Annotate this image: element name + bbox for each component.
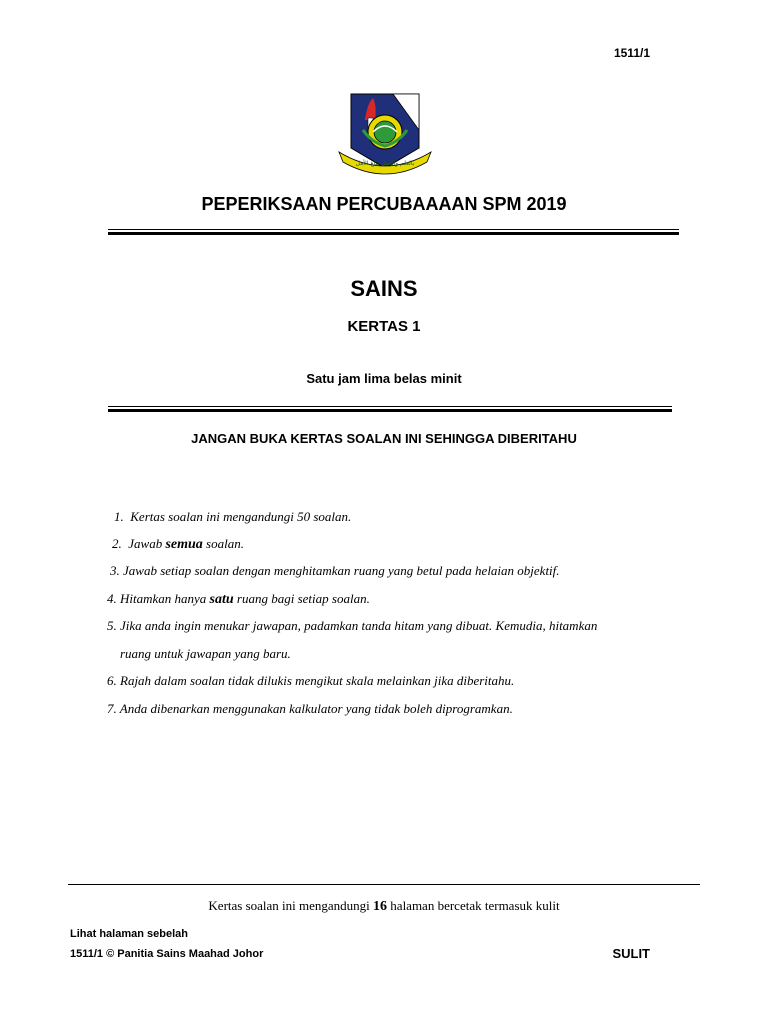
instruction-item-continuation bbox=[120, 646, 291, 662]
subject-title: SAINS bbox=[350, 276, 418, 301]
instruction-number: 3. bbox=[110, 563, 120, 578]
exam-title: PEPERIKSAAN PERCUBAAAAN SPM 2019 bbox=[201, 194, 567, 214]
instruction-item bbox=[114, 509, 351, 525]
instruction-text: ruang bagi setiap soalan. bbox=[233, 591, 370, 606]
page-count-note bbox=[0, 898, 768, 915]
instruction-text: Jawab setiap soalan dengan menghitamkan ruang yang betul pada helaian objektif. bbox=[123, 563, 560, 578]
instruction-text: soalan. bbox=[202, 536, 244, 551]
page-count-number: 16 bbox=[373, 899, 388, 914]
instruction-text: Anda dibenarkan menggunakan kalkulator yang tidak boleh diprogramkan. bbox=[119, 701, 513, 716]
instruction-text: Jika anda ingin menukar jawapan, padamkan tanda hitam yang dibuat. Kemudia, hitamkan bbox=[120, 618, 598, 633]
crest-motto-script: بالعلم والعمل نبلغ الأمل bbox=[355, 160, 415, 167]
instruction-text: Rajah dalam soalan tidak dilukis mengikut skala melainkan jika diberitahu. bbox=[120, 673, 515, 688]
instruction-emphasis: satu bbox=[209, 592, 234, 607]
instruction-number: 2. bbox=[112, 536, 122, 551]
instruction-number: 1. bbox=[114, 509, 124, 524]
page-count-text: halaman bercetak termasuk kulit bbox=[387, 898, 560, 913]
instruction-text: Jawab bbox=[128, 536, 166, 551]
classification-label: SULIT bbox=[612, 946, 650, 961]
footer-divider bbox=[68, 884, 700, 885]
instruction-number: 7. bbox=[107, 701, 117, 716]
instruction-number: 4. bbox=[107, 591, 117, 606]
instruction-number: 6. bbox=[107, 673, 117, 688]
instruction-text: Hitamkan hanya bbox=[120, 591, 210, 606]
instruction-item bbox=[107, 618, 597, 634]
instruction-item bbox=[107, 701, 513, 717]
instruction-item bbox=[107, 591, 370, 608]
instruction-item bbox=[112, 536, 244, 553]
instruction-number: 5. bbox=[107, 618, 117, 633]
copyright-line: 1511/1 © Panitia Sains Maahad Johor bbox=[70, 948, 264, 960]
paper-code-header: 1511/1 bbox=[613, 46, 650, 60]
page-count-text: Kertas soalan ini mengandungi bbox=[208, 898, 374, 913]
instruction-text: Kertas soalan ini mengandungi 50 soalan. bbox=[130, 509, 352, 524]
school-crest-logo bbox=[333, 90, 437, 176]
instruction-text: ruang untuk jawapan yang baru. bbox=[120, 646, 291, 661]
paper-number: KERTAS 1 bbox=[347, 318, 421, 335]
instruction-item bbox=[107, 673, 514, 689]
next-page-note: Lihat halaman sebelah bbox=[70, 928, 188, 940]
instruction-emphasis: semua bbox=[165, 537, 203, 552]
exam-duration: Satu jam lima belas minit bbox=[306, 371, 462, 386]
warning-notice: JANGAN BUKA KERTAS SOALAN INI SEHINGGA DIBERITAHU bbox=[191, 431, 577, 446]
instruction-item bbox=[110, 563, 560, 579]
